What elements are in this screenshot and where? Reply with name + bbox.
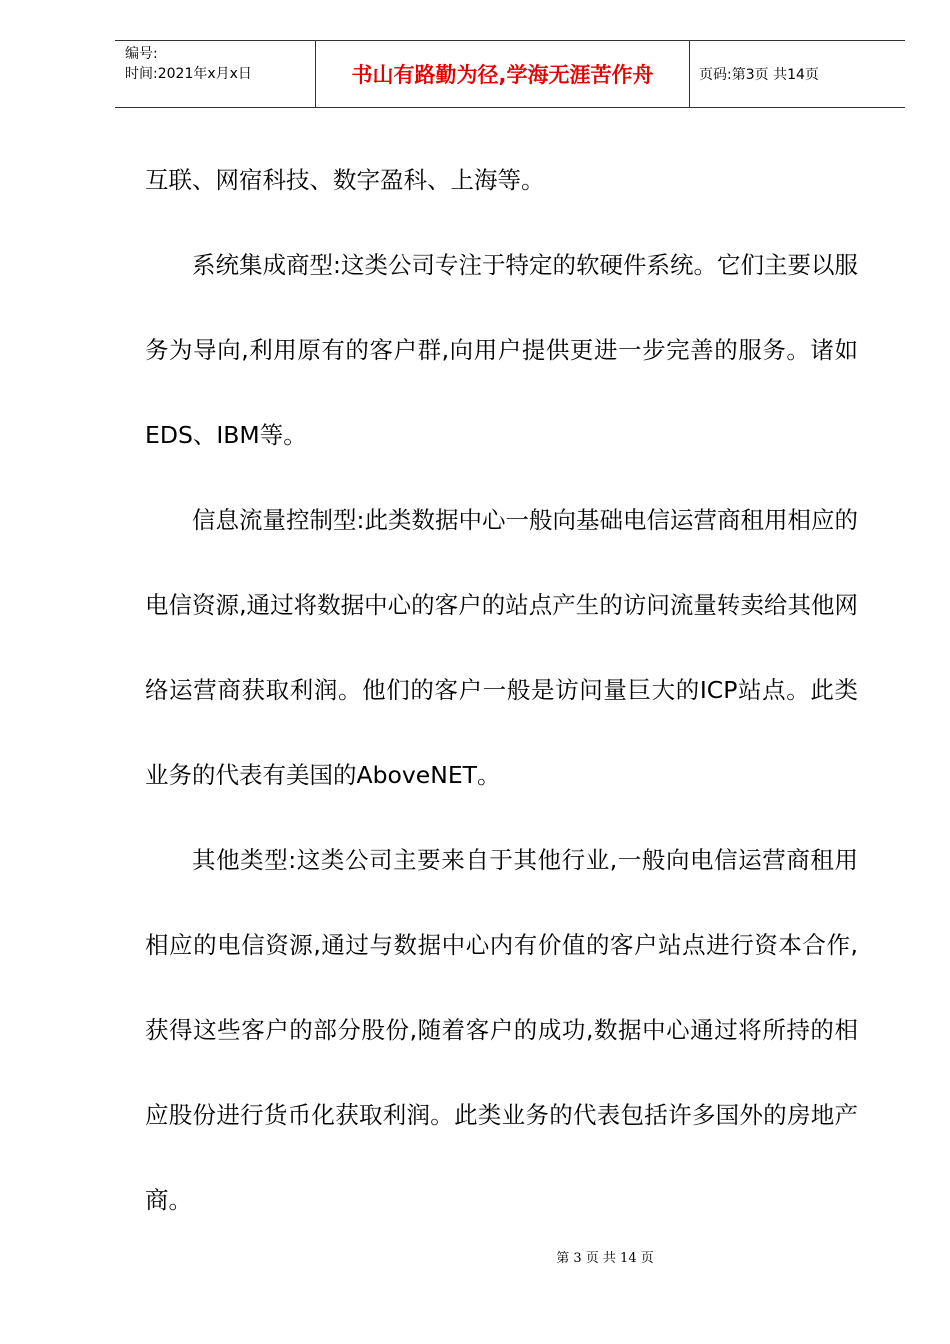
document-time-label: 时间:2021年x月x日 xyxy=(125,66,252,82)
header-motto: 书山有路勤为径,学海无涯苦作舟 xyxy=(316,41,690,107)
paragraph-system-integrator: 系统集成商型:这类公司专注于特定的软硬件系统。它们主要以服务为导向,利用原有的客户群,向用户提供更进一步完善的服务。诸如EDS、IBM等。 xyxy=(145,251,858,449)
paragraph-traffic-control: 信息流量控制型:此类数据中心一般向基础电信运营商租用相应的电信资源,通过将数据中心的客户的站点产生的访问流量转卖给其他网络运营商获取利润。他们的客户一般是访问量巨大的ICP站点。此类业务的代表有美国的AboveNET。 xyxy=(145,506,858,789)
document-body xyxy=(145,138,858,1243)
header-meta xyxy=(115,41,316,107)
header-page-number: 页码:第3页 共14页 xyxy=(699,67,819,83)
page-footer: 第 3 页 共 14 页 xyxy=(556,1251,654,1266)
page-header xyxy=(115,40,905,108)
document-number-label: 编号: xyxy=(125,46,158,62)
paragraph-continuation: 互联、网宿科技、数字盈科、上海等。 xyxy=(145,166,545,194)
paragraph-other-types: 其他类型:这类公司主要来自于其他行业,一般向电信运营商租用相应的电信资源,通过与数据中心内有价值的客户站点进行资本合作,获得这些客户的部分股份,随着客户的成功,数据中心通过将所持的相应股份进行货币化获取利润。此类业务的代表包括许多国外的房地产商。 xyxy=(145,846,858,1214)
